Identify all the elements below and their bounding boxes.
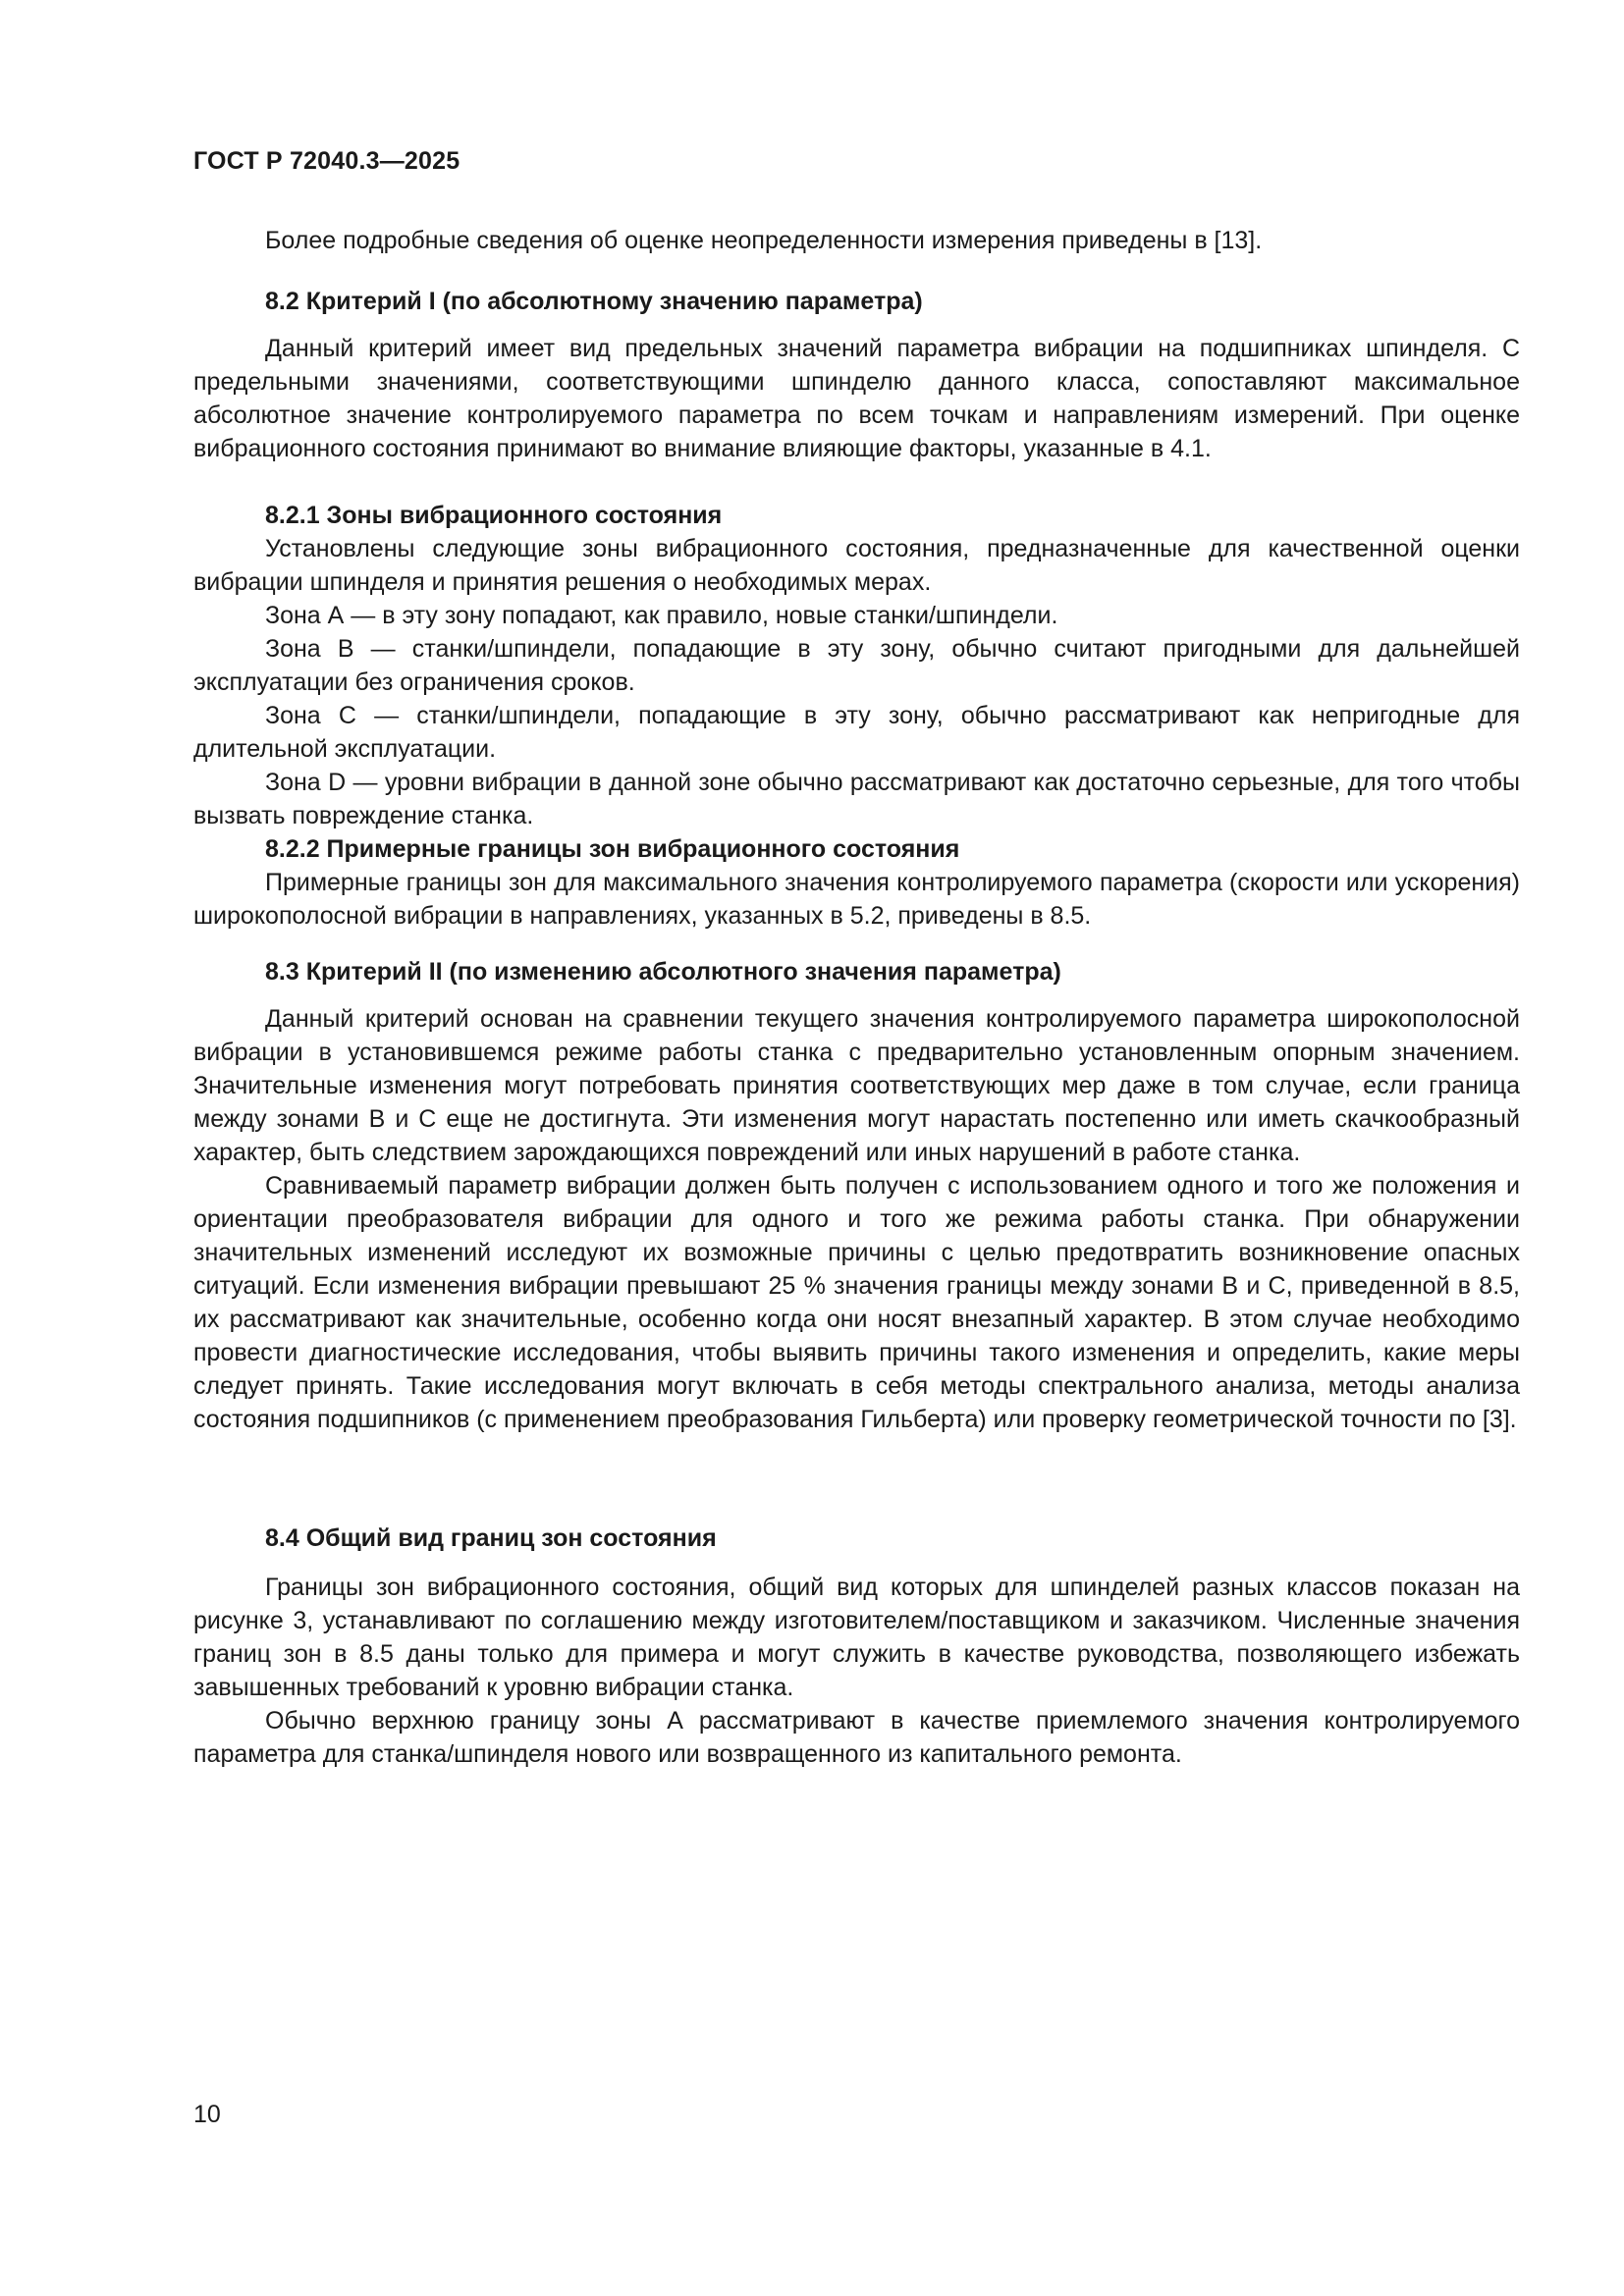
section-intro xyxy=(193,224,1520,257)
section-8-3 xyxy=(193,955,1520,988)
section-8-2-paragraph: Данный критерий имеет вид предельных значений параметра вибрации на подшипниках шпинделя. С предельными значениями, соответствующими шпинделю данного класса, сопоставляют максимальное абсолютное значение контролируемого параметра по всем точкам и направлениям измерений. При оценке вибрационного состояния принимают во внимание влияющие факторы, указанные в 4.1. xyxy=(193,335,1520,462)
zone-a-paragraph: Зона А — в эту зону попадают, как правило, новые станки/шпиндели. xyxy=(265,602,1058,629)
section-8-2-1 xyxy=(193,499,1520,933)
section-8-3-body xyxy=(193,1002,1520,1436)
section-8-2 xyxy=(193,285,1520,318)
intro-paragraph: Более подробные сведения об оценке неопределенности измерения приведены в [13]. xyxy=(265,227,1263,254)
section-8-4-paragraph-2: Обычно верхнюю границу зоны А рассматривают в качестве приемлемого значения контролируемого параметра для станка/шпинделя нового или возвращенного из капитального ремонта. xyxy=(193,1707,1520,1768)
section-8-2-1-paragraph: Установлены следующие зоны вибрационного состояния, предназначенные для качественной оценки вибрации шпинделя и принятия решения о необходимых мерах. xyxy=(193,535,1520,596)
section-8-2-heading: 8.2 Критерий I (по абсолютному значению параметра) xyxy=(265,288,923,315)
section-8-2-2-heading: 8.2.2 Примерные границы зон вибрационного состояния xyxy=(265,835,960,863)
page-number: 10 xyxy=(193,2101,221,2128)
document-header: ГОСТ Р 72040.3—2025 xyxy=(193,147,460,175)
section-8-4-paragraph-1: Границы зон вибрационного состояния, общий вид которых для шпинделей разных классов показан на рисунке 3, устанавливают по соглашению между изготовителем/поставщиком и заказчиком. Численные значения границ зон в 8.5 даны только для примера и могут служить в качестве руководства, позволяющего избежать завышенных требований к уровню вибрации станка. xyxy=(193,1574,1520,1701)
section-8-4 xyxy=(193,1522,1520,1555)
zone-b-paragraph: Зона В — станки/шпиндели, попадающие в эту зону, обычно считают пригодными для дальнейшей эксплуатации без ограничения сроков. xyxy=(193,635,1520,696)
section-8-3-heading: 8.3 Критерий II (по изменению абсолютного значения параметра) xyxy=(265,958,1061,986)
section-8-3-paragraph-2: Сравниваемый параметр вибрации должен быть получен с использованием одного и того же положения и ориентации преобразователя вибрации для одного и того же режима работы станка. При обнаружении значительных изменений исследуют их возможные причины с целью предотвратить возникновение опасных ситуаций. Если изменения вибрации превышают 25 % значения границы между зонами В и С, приведенной в 8.5, их рассматривают как значительные, особенно когда они носят внезапный характер. В этом случае необходимо провести диагностические исследования, чтобы выявить причины такого изменения и определить, какие меры следует принять. Такие исследования могут включать в себя методы спектрального анализа, методы анализа состояния подшипников (с применением преобразования Гильберта) или проверку геометрической точности по [3]. xyxy=(193,1172,1520,1433)
section-8-2-1-heading: 8.2.1 Зоны вибрационного состояния xyxy=(265,502,723,529)
section-8-2-body xyxy=(193,332,1520,465)
section-8-2-2-paragraph: Примерные границы зон для максимального значения контролируемого параметра (скорости или ускорения) широкополосной вибрации в направлениях, указанных в 5.2, приведены в 8.5. xyxy=(193,869,1520,930)
zone-d-paragraph: Зона D — уровни вибрации в данной зоне обычно рассматривают как достаточно серьезные, для того чтобы вызвать повреждение станка. xyxy=(193,769,1520,829)
section-8-4-heading: 8.4 Общий вид границ зон состояния xyxy=(265,1524,717,1552)
section-8-4-body xyxy=(193,1571,1520,1771)
section-8-3-paragraph-1: Данный критерий основан на сравнении текущего значения контролируемого параметра широкополосной вибрации в установившемся режиме работы станка с предварительно установленным опорным значением. Значительные изменения могут потребовать принятия соответствующих мер даже в том случае, если граница между зонами В и С еще не достигнута. Эти изменения могут нарастать постепенно или иметь скачкообразный характер, быть следствием зарождающихся повреждений или иных нарушений в работе станка. xyxy=(193,1005,1520,1166)
zone-c-paragraph: Зона С — станки/шпиндели, попадающие в эту зону, обычно рассматривают как непригодные для длительной эксплуатации. xyxy=(193,702,1520,763)
